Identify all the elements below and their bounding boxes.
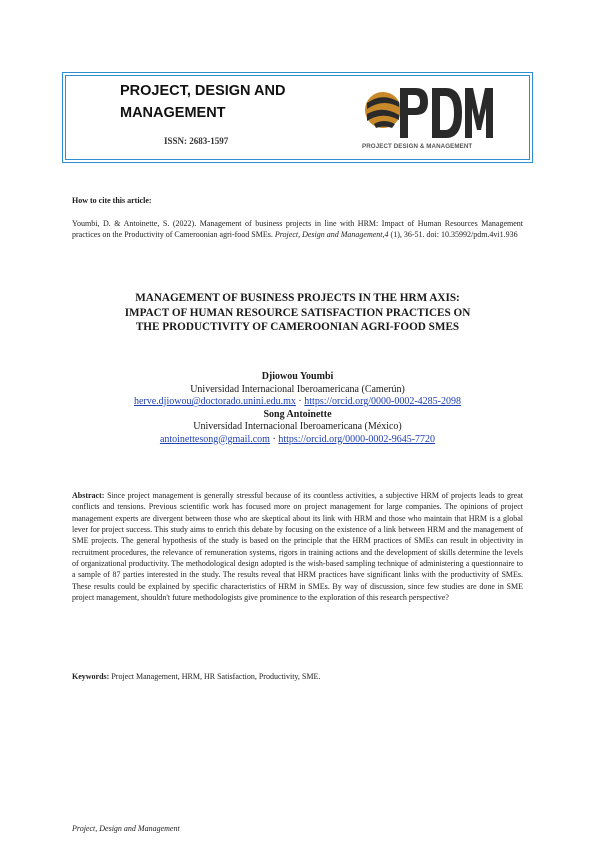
citation-heading: How to cite this article: [72, 196, 152, 205]
issn: ISSN: 2683-1597 [164, 136, 229, 146]
abstract-label: Abstract: [72, 491, 105, 500]
author-name: Song Antoinette [263, 408, 332, 420]
abstract [72, 490, 523, 603]
keywords-text: Project Management, HRM, HR Satisfaction, Productivity, SME. [109, 672, 321, 681]
citation-text [72, 219, 523, 240]
citation-plain: Youmbi, D. & Antoinette, S. (2022). Management of business projects in line with HRM: Impact of Human Resources Management practices on the Productivity of Cameroonian agri-food SMEs. [72, 219, 523, 239]
author-affiliation: Universidad Internacional Iberoamericana (Camerún) [190, 383, 405, 395]
author-orcid-link[interactable]: https://orcid.org/0000-0002-9645-7720 [278, 433, 436, 445]
author-name: Djiowou Youmbi [261, 371, 334, 382]
author-contact [72, 396, 523, 409]
citation-journal: Project, Design and Management,4 [274, 229, 389, 239]
journal-title: PROJECT, DESIGN AND MANAGEMENT [120, 83, 286, 121]
author-email-link[interactable]: herve.djiowou@doctorado.unini.edu.mx [133, 396, 296, 407]
abstract-text: Since project management is generally stressful because of its countless activities, a subjective HRM of projects leads to great conflicts and tensions. Previous scientific work has focused more on project management for large companies. The opinions of project management experts are divergent between those who are skeptical about its link with HRM and those who maintain that HRM is a global lever for project success. This study aims to enrich this debate by focusing on the existence of a link between HRM and the management of SME projects. The general hypothesis of the study is based on the principle that the HRM practices of SMEs can result in objectivity in recruitment procedures, the relevance of remuneration systems, rigors in training actions and the development of skills determine the levels of organizational productivity. The methodological design adopted is the wish-based sampling technique of administering a questionnaire to a sample of 87 parties interested in the study. The results reveal that HRM practices have significant links with the productivity of SMEs. These results could be explained by specific characteristics of HRM in SMEs. By way of discussion, since few studies are done in SME project management, shouldn't future methodologists give prominence to the exploration of this research perspective? [72, 491, 523, 603]
pdm-logo-icon [362, 80, 494, 142]
journal-header-frame [62, 72, 533, 163]
logo-tagline: PROJECT DESIGN & MANAGEMENT [362, 143, 473, 150]
paper-title-line: MANAGEMENT OF BUSINESS PROJECTS IN THE HRM AXIS: [135, 292, 460, 304]
keywords-label: Keywords: [72, 672, 110, 681]
pdm-logo [362, 80, 494, 158]
separator: · [269, 433, 279, 445]
author-affiliation: Universidad Internacional Iberoamericana (México) [193, 421, 402, 432]
citation-issue: (1), 36-51. doi: 10.35992/pdm.4vi1.936 [388, 229, 518, 239]
page-footer: Project, Design and Management [72, 824, 180, 833]
author-contact [72, 434, 523, 447]
paper-title-line: THE PRODUCTIVITY OF CAMEROONIAN AGRI-FOOD SMES [135, 321, 460, 333]
author-block [72, 371, 523, 446]
author-email-link[interactable]: antoinettesong@gmail.com [159, 433, 270, 445]
separator: · [295, 396, 305, 407]
author-orcid-link[interactable]: https://orcid.org/0000-0002-4285-2098 [304, 396, 462, 407]
paper-title-line: IMPACT OF HUMAN RESOURCE SATISFACTION PRACTICES ON [124, 306, 471, 319]
journal-header-inner-frame [65, 75, 530, 160]
keywords [72, 672, 523, 681]
paper-title [72, 291, 523, 335]
